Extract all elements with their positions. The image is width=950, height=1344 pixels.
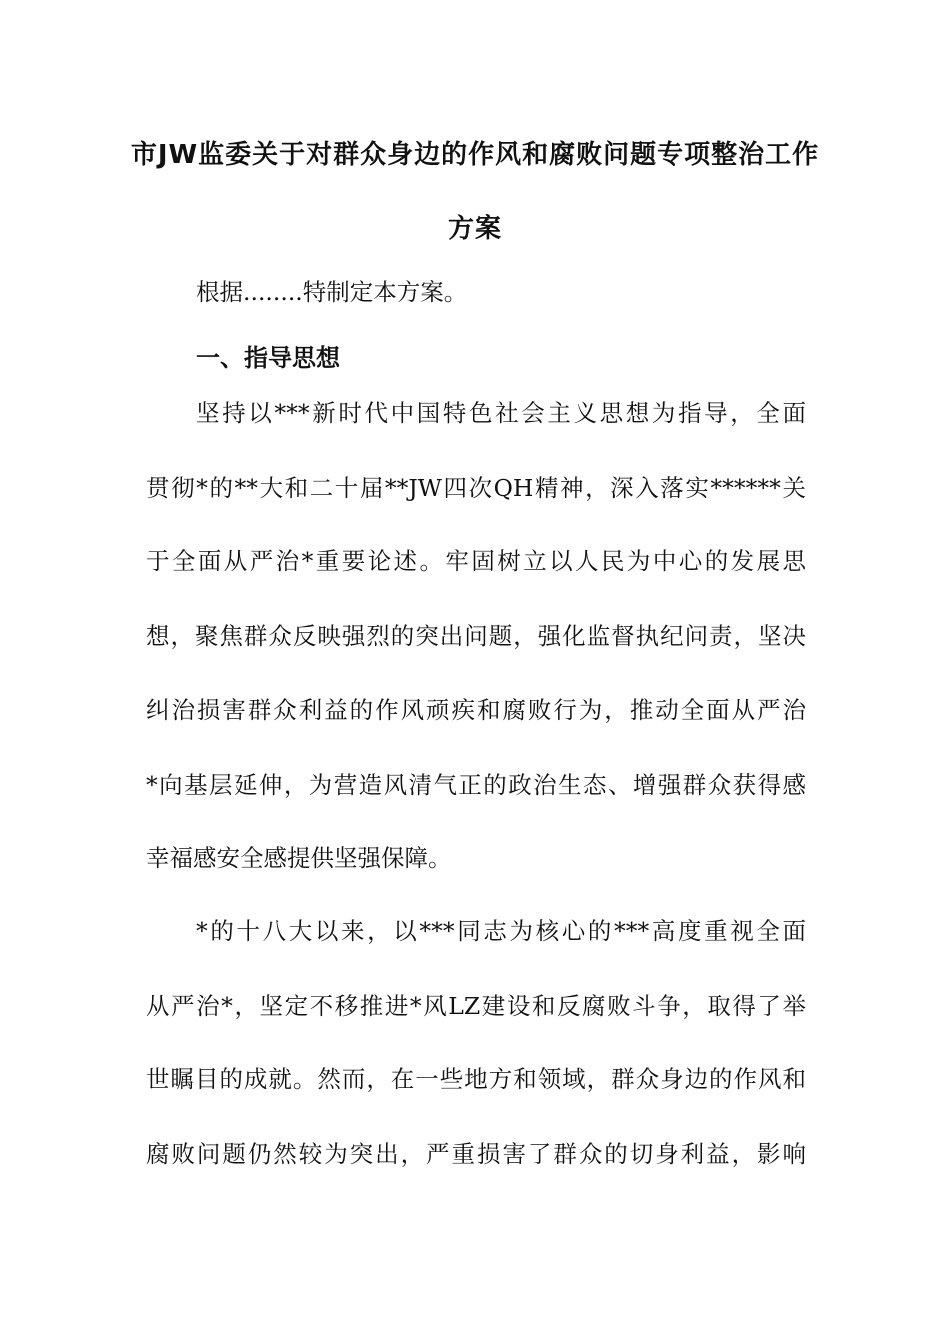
paragraph-1-line-7: 幸福感安全感提供坚强保障。 — [146, 844, 452, 872]
paragraph-2-line-3: 世瞩目的成就。然而，在一些地方和领域，群众身边的作风和 — [146, 1065, 806, 1093]
paragraph-1-line-4: 想，聚焦群众反映强烈的突出问题，强化监督执纪问责，坚决 — [146, 622, 806, 650]
section-heading-guiding-thought: 一、指导思想 — [196, 344, 340, 372]
paragraph-2-line-4: 腐败问题仍然较为突出，严重损害了群众的切身利益，影响 — [146, 1140, 806, 1168]
paragraph-1-line-3: 于全面从严治*重要论述。牢固树立以人民为中心的发展思 — [146, 547, 806, 575]
paragraph-1-line-1: 坚持以***新时代中国特色社会主义思想为指导，全面 — [196, 399, 806, 427]
intro-paragraph: 根据........特制定本方案。 — [196, 278, 468, 306]
paragraph-2-line-2: 从严治*，坚定不移推进*风LZ建设和反腐败斗争，取得了举 — [146, 992, 806, 1020]
document-title-line-2: 方案 — [447, 214, 502, 244]
paragraph-1-line-2: 贯彻*的**大和二十届**JW四次QH精神，深入落实******关 — [146, 474, 806, 502]
paragraph-1-line-6: *向基层延伸，为营造风清气正的政治生态、增强群众获得感 — [146, 771, 806, 799]
paragraph-2-line-1: *的十八大以来，以***同志为核心的***高度重视全面 — [196, 917, 806, 945]
document-title-line-1: 市JW监委关于对群众身边的作风和腐败问题专项整治工作 — [130, 140, 820, 170]
paragraph-1-line-5: 纠治损害群众利益的作风顽疾和腐败行为，推动全面从严治 — [146, 696, 806, 724]
